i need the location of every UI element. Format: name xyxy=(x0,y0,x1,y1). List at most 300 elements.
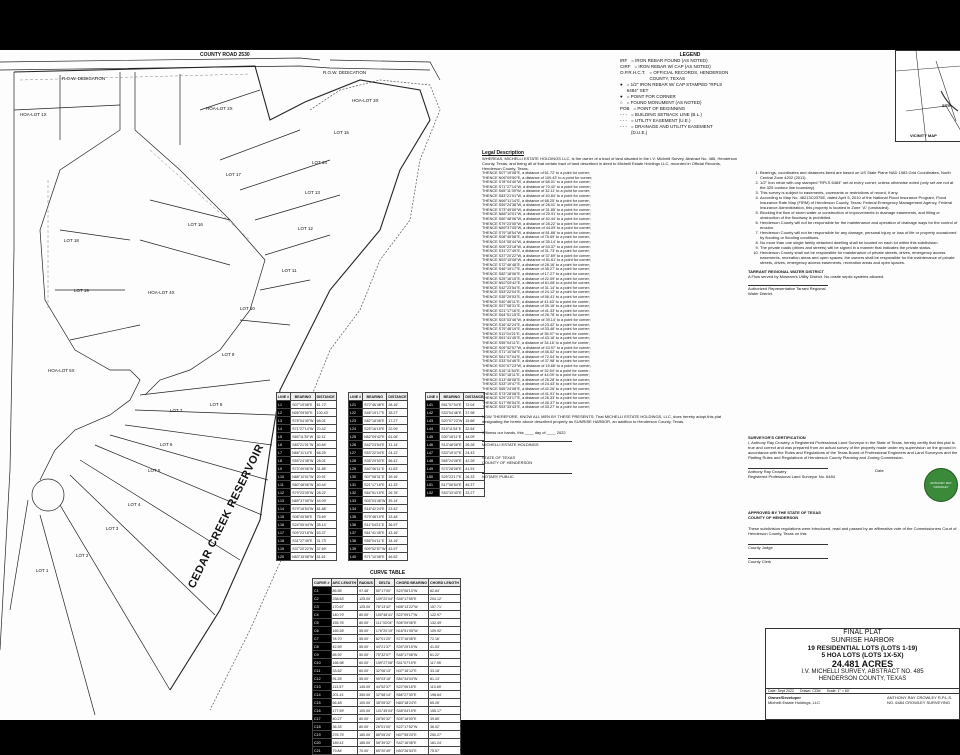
table-cell: 85.55' xyxy=(331,587,358,595)
table-cell: 125.00' xyxy=(358,595,375,603)
table-cell: 110.69' xyxy=(429,683,461,691)
table-cell: 80.00' xyxy=(358,611,375,619)
table-cell: L8 xyxy=(277,457,291,465)
table-cell: 101°45'04" xyxy=(375,708,394,713)
course-line: THENCE N66°11'14"E, a distance of 68.25' to a point for corner; xyxy=(482,198,590,203)
table-cell: 44°52'37" xyxy=(374,683,394,691)
table-cell: 20.91' xyxy=(315,473,336,481)
table-cell: S55°04'11"E xyxy=(363,537,387,545)
table-row xyxy=(349,425,408,433)
table-cell: 68.25' xyxy=(315,449,336,457)
table-row xyxy=(349,401,408,409)
table-cell: L42 xyxy=(426,409,440,417)
table-cell: S30°18'11"E xyxy=(440,433,464,441)
table-cell: S31°27'49"E xyxy=(291,537,315,545)
table-row xyxy=(313,595,461,603)
approval-state: APPROVED BY THE STATE OF TEXAS xyxy=(748,510,821,515)
table-cell: 61.08' xyxy=(387,433,408,441)
course-line: THENCE S59°24'38"W, a distance of 28.01' to a point for corner; xyxy=(482,203,591,208)
table-cell: S09°52'57"W xyxy=(364,546,386,551)
course-line: THENCE S31°27'49"E, a distance of 31.73' to a point for corner; xyxy=(482,249,590,254)
table-cell: S78°04'40"W xyxy=(292,418,314,423)
table-cell: 46.52' xyxy=(387,553,408,561)
table-cell: L34 xyxy=(349,505,363,513)
table-row xyxy=(277,417,337,425)
table-cell: S33°04'46"E xyxy=(440,409,464,417)
year-text: 2022 xyxy=(556,429,566,435)
lot-label: LOT 7 xyxy=(170,408,183,413)
table-row xyxy=(313,731,461,739)
table-cell: 122.97' xyxy=(429,611,461,619)
table-row xyxy=(277,489,337,497)
course-line: THENCE S30°18'11"E, a distance of 44.09' to a point for corner; xyxy=(482,373,590,378)
table-cell: L38 xyxy=(349,537,363,545)
table-row xyxy=(349,449,408,457)
table-cell: 23.42' xyxy=(387,505,408,513)
table-cell: 145.00' xyxy=(358,683,375,691)
table-cell: S71°10'08"E xyxy=(363,553,387,561)
course-line: THENCE N52°09'42"E, a distance of 61.08' to a point for corner; xyxy=(482,281,591,286)
line-table-header: LINE # xyxy=(350,394,362,399)
table-cell: L51 xyxy=(426,481,440,489)
table-cell: C1 xyxy=(313,587,332,595)
table-cell: 82°01'20" xyxy=(374,635,394,643)
table-cell: S61°07'04"E xyxy=(440,401,464,409)
table-cell: L35 xyxy=(349,513,363,521)
table-cell: N07°55'20"E xyxy=(395,731,429,739)
table-cell: 55.00' xyxy=(358,635,375,643)
table-cell: L36 xyxy=(349,521,363,529)
table-cell: 50.00' xyxy=(358,651,375,659)
table-row xyxy=(277,457,337,465)
legend-text: = DRAINAGE AND UTILITY EASEMENT (D.U.E.) xyxy=(630,124,713,135)
table-cell: 170.67' xyxy=(331,603,358,611)
table-cell: N37°16'12"E xyxy=(395,667,429,675)
table-cell: 40.27' xyxy=(331,715,358,723)
table-cell: S59°24'38"W xyxy=(292,458,314,463)
line-table-header: DISTANCE xyxy=(388,394,407,399)
legend-symbol: ● xyxy=(620,94,623,99)
table-row xyxy=(426,489,485,497)
course-line: THENCE S09°23'18"W, a distance of 63.37' to a point for corner; xyxy=(482,244,591,249)
table-row xyxy=(426,409,485,417)
table-cell: L20 xyxy=(277,553,291,561)
title-date: Date: Sept 2022 xyxy=(768,689,794,693)
legend-text: = BUILDING SETBACK LINE (B.L.) xyxy=(631,112,702,117)
table-cell: 80.00' xyxy=(358,619,375,627)
table-cell: 238.63' xyxy=(331,595,358,603)
table-cell: 109.92' xyxy=(429,627,461,635)
table-cell: L49 xyxy=(426,465,440,473)
line-table-header: BEARING xyxy=(440,393,464,401)
course-line: THENCE S09°52'57"W, a distance of 43.97' to a point for corner; xyxy=(482,345,591,350)
table-row xyxy=(277,505,337,513)
table-row xyxy=(277,433,337,441)
table-cell: N53°26'53"E xyxy=(395,747,429,755)
legend-symbol: ● xyxy=(620,82,623,87)
plat-sheet xyxy=(0,50,960,753)
table-row xyxy=(349,521,408,529)
course-line: THENCE S78°04'40"W, a distance of 68.01' to a point for corner; xyxy=(482,180,591,185)
table-cell: S23°06'13"W xyxy=(395,587,429,595)
course-line: THENCE S33°04'46"E, a distance of 37.98' to a point for corner; xyxy=(482,359,590,364)
table-row xyxy=(349,497,408,505)
table-cell: L39 xyxy=(349,545,363,553)
legend-symbol: - - - xyxy=(620,112,627,117)
table-cell: 350.00' xyxy=(358,691,375,699)
table-cell: 28.16' xyxy=(387,401,408,409)
table-cell: S22°09'17"W xyxy=(395,611,429,619)
lot-label: LOT 9 xyxy=(222,352,235,357)
course-line: THENCE S83°21'01"W, a distance of 40.84' to a point for corner; xyxy=(482,193,591,198)
course-line: THENCE S07°08'31"E, a distance of 39.16' to a point for corner; xyxy=(482,304,590,309)
table-cell: 125.00' xyxy=(358,603,375,611)
table-row xyxy=(277,425,337,433)
lot-label: LOT 19 xyxy=(74,288,89,293)
legend-text: = POINT OF BEGINNING xyxy=(633,106,686,111)
table-cell: 189.41' xyxy=(331,739,358,747)
table-cell: 97.48' xyxy=(358,587,375,595)
notes xyxy=(748,170,958,296)
table-row xyxy=(277,473,337,481)
course-line: THENCE S64°51'15"E, a distance of 26.78' to a point for corner; xyxy=(482,313,590,318)
title-block-footer xyxy=(765,688,960,720)
table-cell: 45.37' xyxy=(464,481,485,489)
lot-label: LOT 17 xyxy=(226,172,241,177)
table-cell: S05°18'00"E xyxy=(395,715,429,723)
table-cell: L10 xyxy=(277,473,291,481)
table-cell: S66°27'30"E xyxy=(395,691,429,699)
table-row xyxy=(313,723,461,731)
course-line: THENCE S29°23'17"E, a distance of 26.33' to a point for corner; xyxy=(482,396,590,401)
table-cell: L52 xyxy=(426,489,440,497)
line-table-header: DISTANCE xyxy=(316,394,335,399)
table-cell: 70.00' xyxy=(358,747,375,755)
table-cell: 72.04' xyxy=(464,401,485,409)
course-line: THENCE N06°09'50"E, a distance of 100.43' to a point for corner; xyxy=(482,175,593,180)
table-cell: 82.84' xyxy=(429,587,461,595)
table-cell: S48°17'08"W xyxy=(395,651,429,659)
note-item: 2. 1/2" iron rebar with cap stamped "RPLS 6484" set at every corner, unless otherwise noted (only set are not at the 325 contour line boundary). xyxy=(760,180,958,190)
lot-label: HOA-LOT 2X xyxy=(206,106,233,111)
legend-text: = IRON REBAR FOUND (AS NOTED) xyxy=(631,58,708,63)
surveyor-date: Date xyxy=(875,468,884,473)
table-cell: 95°03'16" xyxy=(374,675,394,683)
line-table-body xyxy=(349,401,408,561)
table-cell: 37.98' xyxy=(464,409,485,417)
legend-symbol: IRF xyxy=(620,58,628,63)
table-row xyxy=(313,587,461,595)
table-cell: L2 xyxy=(277,409,291,417)
course-line: THENCE S73°28'08"E, a distance of 41.91' to a point for corner; xyxy=(482,391,590,396)
table-row xyxy=(426,481,485,489)
table-cell: C9 xyxy=(313,651,332,659)
notes-list xyxy=(748,170,958,265)
table-cell: 157.71' xyxy=(429,603,461,611)
lot-label: LOT 1 xyxy=(36,568,49,573)
lot-label: LOT 13 xyxy=(305,190,320,195)
course-line: THENCE S15°11'54"E, a distance of 32.54' to a point for corner; xyxy=(482,368,590,373)
lot-label: LOT 4 xyxy=(128,502,141,507)
table-cell: 35.14' xyxy=(315,521,336,529)
table-row xyxy=(277,521,337,529)
title-county: HENDERSON COUNTY, TEXAS xyxy=(818,676,907,682)
table-cell: S03°03'46"W xyxy=(364,498,386,503)
table-row xyxy=(277,553,337,561)
table-row xyxy=(277,465,337,473)
table-cell: S13°48'08"E xyxy=(440,441,464,449)
course-line: THENCE S71°27'14"W, a distance of 70.42' to a point for corner; xyxy=(482,184,591,189)
lot-label: HOA-LOT 4X xyxy=(148,290,175,295)
lot-label: HOA-LOT 3X xyxy=(352,98,379,103)
table-cell: 41.63' xyxy=(387,465,408,473)
line-table-1 xyxy=(276,392,337,561)
table-cell: N08°13'22"W xyxy=(395,603,429,611)
table-cell: 185.00' xyxy=(358,739,375,747)
legal-description: Legal Description WHEREAS, MICHELLI ESTATE HOLDINGS LLC, is the owner of a tract of land situated in the I.V. Michelli Survey, Abstract No. 485, Henderson County, Texas, and being all of that certain tract of land described in deed to Michelli Estate Holdings LLC, recorded in Official Records, Henderson County, Texas. THENCE S07°19'08"E, a distance of 61.72' to a point for corner; THENCE N06°09'50"E, a distance of 100.43' to a point for corner; THENCE S78°04'40"W, a distance of 68.01' to a point for corner; THENCE S71°27'14"W, a distance of 70.42' to a point for corner; THENCE S65°11'39"W, a distance of 32.11' to a point for corner; THENCE S83°21'01"W, a distance of 40.84' to a point for corner; THENCE N66°11'14"E, a distance of 68.25' to a point for corner; THENCE S59°24'38"W, a distance of 28.01' to a point for corner; THENCE S73°49'06"W, a distance of 31.85' to a point for corner; THENCE N88°10'01"W, a distance of 20.91' to a point for corner; THENCE S60°48'06"W, a distance of 40.44' to a point for corner; THENCE S79°23'05"W, a distance of 28.22' to a point for corner; THENCE N89°37'05"W, a distance of 44.09' to a point for corner; THENCE S79°18'54"W, a distance of 81.88' to a point for corner; THENCE S08°45'58"E, a distance of 75.69' to a point for corner; THENCE S24°05'44"W, a distance of 35.14' to a point for corner; THENCE S09°23'18"W, a distance of 63.37' to a point for corner; THENCE S31°27'49"E, a distance of 31.73' to a point for corner; THENCE S37°20'22"W, a distance of 37.69' to a point for corner; THENCE N53°15'08"W, a distance of 51.61' to a point for corner; THENCE S72°46'48"E, a distance of 28.16' to a point for corner; THENCE S46°19'17"E, a distance of 35.27' to a point for corner; THENCE S82°18'06"E, a distance of 17.27' to a point for corner; THENCE S25°16'15"E, a distance of 22.09' to a point for corner; THENCE N52°09'42"E, a distance of 61.08' to a point for corner; THENCE S42°23'54"E, a distance of 31.14' to a point for corner; THENCE S53°22'04"E, a distance of 24.12' to a point for corner; THENCE S35°29'53"E, a distance of 56.41' to a point for corner; THENCE S40°46'11"E, a distance of 41.63' to a point for corner; THENCE S07°08'31"E, a distance of 39.16' to a point for corner; THENCE S21°17'16"E, a distance of 41.33' to a point for corner; THENCE S64°51'15"E, a distance of 26.78' to a point for corner; THENCE S03°03'46"W, a distance of 39.14' to a point for corner; THENCE S16°42'24"E, a distance of 23.42' to a point for corner; THENCE S79°48'19"E, a distance of 33.48' to a point for corner; THENCE S11°04'21"E, a distance of 36.97' to a point for corner; THENCE S61°41'45"E, a distance of 43.16' to a point for corner; THENCE S55°04'11"E, a distance of 34.16' to a point for corner; THENCE S09°52'57"W, a distance of 43.97' to a point for corner; THENCE S71°10'08"E, a distance of 46.52' to a point for corner; THENCE S61°07'04"E, a distance of 72.04' to a point for corner; THENCE S33°04'46"E, a distance of 37.98' to a point for corner; THENCE S20°07'23"W, a distance of 15.66' to a point for corner; THENCE S15°11'54"E, a distance of 32.54' to a point for corner; THENCE S30°18'11"E, a distance of 44.09' to a point for corner; THENCE S13°48'08"E, a distance of 26.28' to a point for corner; THENCE S33°19'47"E, a distance of 24.43' to a point for corner; THENCE S65°24'08"E, a distance of 42.26' to a point for corner; THENCE S73°28'08"E, a distance of 41.91' to a point for corner; THENCE S29°23'17"E, a distance of 26.33' to a point for corner; THENCE S17°06'54"E, a distance of 45.37' to a point for corner; THENCE S53°33'43"E, a distance of 33.27' to a point for corner; NOW THEREFORE, KNOW ALL MEN BY THESE PRESENTS: That MICHELLI ESTATE HOLDINGS, LLC, does hereby adopt this plat designating the herein above described property as SUNRISE HARBOR, an addition to Henderson County, Texas. Witness our hands, this ____ day of ____ 2022 MICHELLI ESTATE HOLDINGS STATE OF TEXAS COUNTY OF HENDERSON NOTARY PUBLIC xyxy=(482,150,740,710)
table-cell: S60°48'06"W xyxy=(292,482,314,487)
legend-symbol: CIRF xyxy=(620,64,631,69)
table-cell: C5 xyxy=(313,619,332,627)
line-table-body xyxy=(277,401,337,561)
legend-items xyxy=(620,58,730,136)
course-line: THENCE S55°04'11"E, a distance of 34.16' to a point for corner; xyxy=(482,340,590,345)
table-row xyxy=(349,441,408,449)
table-cell: 31.14' xyxy=(387,441,408,449)
table-cell: C15 xyxy=(313,699,332,707)
table-cell: 91.25' xyxy=(331,675,358,683)
table-cell: 26.28' xyxy=(464,441,485,449)
table-cell: 34.16' xyxy=(387,537,408,545)
course-line: THENCE S79°18'54"W, a distance of 81.88' to a point for corner; xyxy=(482,230,591,235)
table-cell: S61°41'45"E xyxy=(363,529,387,537)
course-line: THENCE S20°07'23"W, a distance of 15.66' to a point for corner; xyxy=(482,363,591,368)
table-cell: S53°33'43"E xyxy=(440,489,464,497)
table-cell: C7 xyxy=(313,635,332,643)
course-line: THENCE S33°19'47"E, a distance of 24.43' to a point for corner; xyxy=(482,382,590,387)
curve-table-body xyxy=(313,587,461,755)
table-row xyxy=(313,739,461,747)
course-line: THENCE N53°15'08"W, a distance of 51.61' to a point for corner; xyxy=(482,258,591,263)
title-drawn: Drawn: CDM xyxy=(799,689,821,693)
table-cell: L22 xyxy=(349,409,363,417)
table-cell: L25 xyxy=(349,433,363,441)
table-cell: 75°32'07" xyxy=(374,651,394,659)
table-cell: 31.73' xyxy=(315,537,336,545)
approval-county: COUNTY OF HENDERSON xyxy=(748,515,799,520)
table-cell: 65.26' xyxy=(429,699,461,707)
table-cell: 63.37' xyxy=(315,529,336,537)
table-cell: N53°15'08"W xyxy=(292,554,314,559)
line-table-header: DISTANCE xyxy=(465,394,484,399)
lot-label: LOT 16 xyxy=(188,222,203,227)
table-cell: 61.22' xyxy=(429,651,461,659)
table-cell: C13 xyxy=(313,683,332,691)
table-cell: S73°49'06"W xyxy=(292,466,314,471)
table-cell: S84°34'04"W xyxy=(395,675,429,683)
legal-description-title: Legal Description xyxy=(482,150,524,156)
legend-text: = UTILITY EASEMENT (U.E.) xyxy=(631,118,691,123)
table-cell: L37 xyxy=(349,529,363,537)
table-cell: S24°05'44"W xyxy=(292,522,314,527)
table-row xyxy=(313,675,461,683)
table-cell: 24.12' xyxy=(387,449,408,457)
table-cell: 75.69' xyxy=(315,513,336,521)
course-line: THENCE S07°19'08"E, a distance of 61.72' to a point for corner; xyxy=(482,171,590,175)
course-line: THENCE S46°19'17"E, a distance of 35.27' to a point for corner; xyxy=(482,267,590,272)
line-table-header: BEARING xyxy=(363,393,387,401)
table-cell: S39°25'15"W xyxy=(395,643,429,651)
course-line: THENCE S35°29'53"E, a distance of 56.41' to a point for corner; xyxy=(482,295,590,300)
title-survey: I.V. MICHELLI SURVEY, ABSTRACT NO. 485 xyxy=(801,669,924,675)
table-cell: S83°21'01"W xyxy=(292,442,314,447)
course-line: THENCE S73°49'06"W, a distance of 31.85' to a point for corner; xyxy=(482,207,591,212)
table-cell: L27 xyxy=(349,449,363,457)
table-cell: C14 xyxy=(313,691,332,699)
table-cell: S29°23'17"E xyxy=(440,473,464,481)
table-cell: S35°29'53"E xyxy=(363,457,387,465)
course-line: THENCE S71°10'08"E, a distance of 46.52' to a point for corner; xyxy=(482,350,590,355)
table-cell: L1 xyxy=(277,401,291,409)
witness-text: Witness our hands, this xyxy=(482,429,524,435)
table-cell: 42.26' xyxy=(464,457,485,465)
course-line: THENCE S65°24'08"E, a distance of 42.26' to a point for corner; xyxy=(482,386,590,391)
note-item: 10. Henderson County shall not be responsible for maintenance of private streets, drives, emergency access easements, recreation areas and open spaces; the owners shall be responsible for the maintenance of private streets, drives, emergency access easements, recreation areas and open spaces. xyxy=(760,250,958,265)
table-cell: 55.00' xyxy=(358,675,375,683)
table-row xyxy=(277,537,337,545)
table-row xyxy=(349,473,408,481)
table-cell: L46 xyxy=(426,441,440,449)
table-row xyxy=(313,603,461,611)
table-cell: C3 xyxy=(313,603,332,611)
table-cell: 61.72' xyxy=(315,401,336,409)
legend xyxy=(620,52,730,136)
reservoir-label: CEDAR CREEK RESERVOIR xyxy=(186,442,267,591)
table-cell: S73°16'08"E xyxy=(395,635,429,643)
table-cell: 204.12' xyxy=(429,595,461,603)
table-row xyxy=(313,667,461,675)
table-cell: S42°23'54"E xyxy=(363,441,387,449)
table-cell: 56.41' xyxy=(387,457,408,465)
table-row xyxy=(426,417,485,425)
table-cell: L21 xyxy=(349,401,363,409)
table-cell: 35.27' xyxy=(387,409,408,417)
course-line: THENCE S79°23'05"W, a distance of 28.22' to a point for corner; xyxy=(482,221,591,226)
table-cell: 81.13' xyxy=(429,675,461,683)
table-row xyxy=(349,433,408,441)
table-cell: 44.09' xyxy=(315,497,336,505)
table-cell: L4 xyxy=(277,425,291,433)
curve-table-header: CHORD BEARING xyxy=(396,580,427,585)
county-text: COUNTY OF HENDERSON xyxy=(482,459,533,465)
table-cell: 111°33'04" xyxy=(374,619,394,627)
table-row xyxy=(313,635,461,643)
table-cell: 78°13'42" xyxy=(374,603,394,611)
note-item: 3. This survey is subject to easements, covenants or restrictions of record, if any. xyxy=(760,190,958,195)
table-cell: C18 xyxy=(313,723,332,731)
lot-label: LOT 15 xyxy=(334,130,349,135)
legend-symbol: - - - xyxy=(620,124,627,129)
owner-label: Owner/Developer xyxy=(768,695,801,700)
table-cell: L43 xyxy=(426,417,440,425)
table-cell: N83°18'24"E xyxy=(395,699,429,707)
table-cell: 28.01' xyxy=(315,457,336,465)
table-row xyxy=(426,449,485,457)
table-cell: C11 xyxy=(313,667,332,675)
table-row xyxy=(349,513,408,521)
table-cell: L11 xyxy=(277,481,291,489)
table-cell: 159°27'08" xyxy=(375,660,394,665)
table-row xyxy=(349,545,408,553)
table-cell: N06°09'50"E xyxy=(291,409,315,417)
table-cell: 15.66' xyxy=(464,417,485,425)
legend-text: = POINT FOR CORNER xyxy=(626,94,676,99)
table-cell: 79.84' xyxy=(331,747,358,755)
table-cell: 37.69' xyxy=(315,545,336,553)
course-line: THENCE N89°37'05"W, a distance of 44.09' to a point for corner; xyxy=(482,226,591,231)
owner-name: Michelli Estate Holdings, LLC xyxy=(768,700,821,705)
course-line: THENCE S53°33'43"E, a distance of 33.27' to a point for corner; xyxy=(482,405,590,410)
table-cell: N88°10'01"W xyxy=(292,474,314,479)
table-row xyxy=(426,441,485,449)
note-item: 7. Henderson County will not be responsible for any damage, personal injury or loss of life or property occasioned by flooding or flooding conditions. xyxy=(760,230,958,240)
table-cell: 33.62' xyxy=(331,667,358,675)
table-cell: S82°18'06"E xyxy=(363,417,387,425)
surveyor-text: I, Anthony Ray Crowley, a Registered Professional Land Surveyor in the State of Texas, hereby certify that this plat is true and correct and was prepared from an actual survey of the property made under my supervision on the ground in accordance with the Rules and Regulations of the Texas Board of Professional Engineers and Land Surveyors and the Platting Rules and Regulations of Henderson County Planning and Zoning Commission. xyxy=(748,440,958,460)
lot-label: LOT 18 xyxy=(64,238,79,243)
table-cell: S65°24'08"E xyxy=(440,457,464,465)
table-cell: L50 xyxy=(426,473,440,481)
table-cell: L45 xyxy=(426,433,440,441)
note-item: 4. According to Map No. 48213C0375E, dated April 5, 2010 of the National Flood Insurance Program, Flood Insurance Rate Map (FIRM) of Henderson County, Texas; Federal Emergency Management Agency, Federal Insurance Administration, this property is located in Zone "A" (unshaded). xyxy=(760,195,958,210)
table-cell: S79°23'05"W xyxy=(292,490,314,495)
table-cell: 155.76' xyxy=(331,619,358,627)
table-cell: 26.78' xyxy=(387,489,408,497)
table-cell: 198.64' xyxy=(429,691,461,699)
table-cell: 81.88' xyxy=(315,505,336,513)
line-table-3 xyxy=(425,392,485,497)
table-cell: C20 xyxy=(313,739,332,747)
table-cell: 38°05'32" xyxy=(374,699,394,707)
table-cell: 40.44' xyxy=(315,481,336,489)
table-cell: 36.33' xyxy=(331,723,358,731)
table-row xyxy=(426,433,485,441)
table-cell: L19 xyxy=(277,545,291,553)
note-item: 8. No more than one single family detached dwelling shall be located on each lot within this subdivision. xyxy=(760,240,958,245)
table-cell: S46°19'17"E xyxy=(363,409,387,417)
legend-item xyxy=(620,70,730,82)
table-row xyxy=(313,643,461,651)
table-cell: 140.79' xyxy=(331,611,358,619)
table-cell: L9 xyxy=(277,465,291,473)
surveyor-reg: Registered Professional Land Surveyor No. 6484 xyxy=(748,474,835,479)
table-cell: 17.27' xyxy=(387,417,408,425)
site-label: SITE xyxy=(942,103,951,108)
line-table-header: LINE # xyxy=(427,394,439,399)
table-cell: S22°06'18"E xyxy=(395,683,429,691)
line-table-2 xyxy=(348,392,408,561)
notary-signature: NOTARY PUBLIC xyxy=(482,473,572,479)
course-line: THENCE S60°48'06"W, a distance of 40.44' to a point for corner; xyxy=(482,216,591,221)
lot-label: LOT 10 xyxy=(240,306,255,311)
table-row xyxy=(313,651,461,659)
table-row xyxy=(349,457,408,465)
table-cell: L32 xyxy=(349,489,363,497)
table-cell: 32°58'14" xyxy=(374,691,394,699)
table-row xyxy=(426,401,485,409)
table-row xyxy=(349,489,408,497)
line-table-body xyxy=(426,401,485,497)
